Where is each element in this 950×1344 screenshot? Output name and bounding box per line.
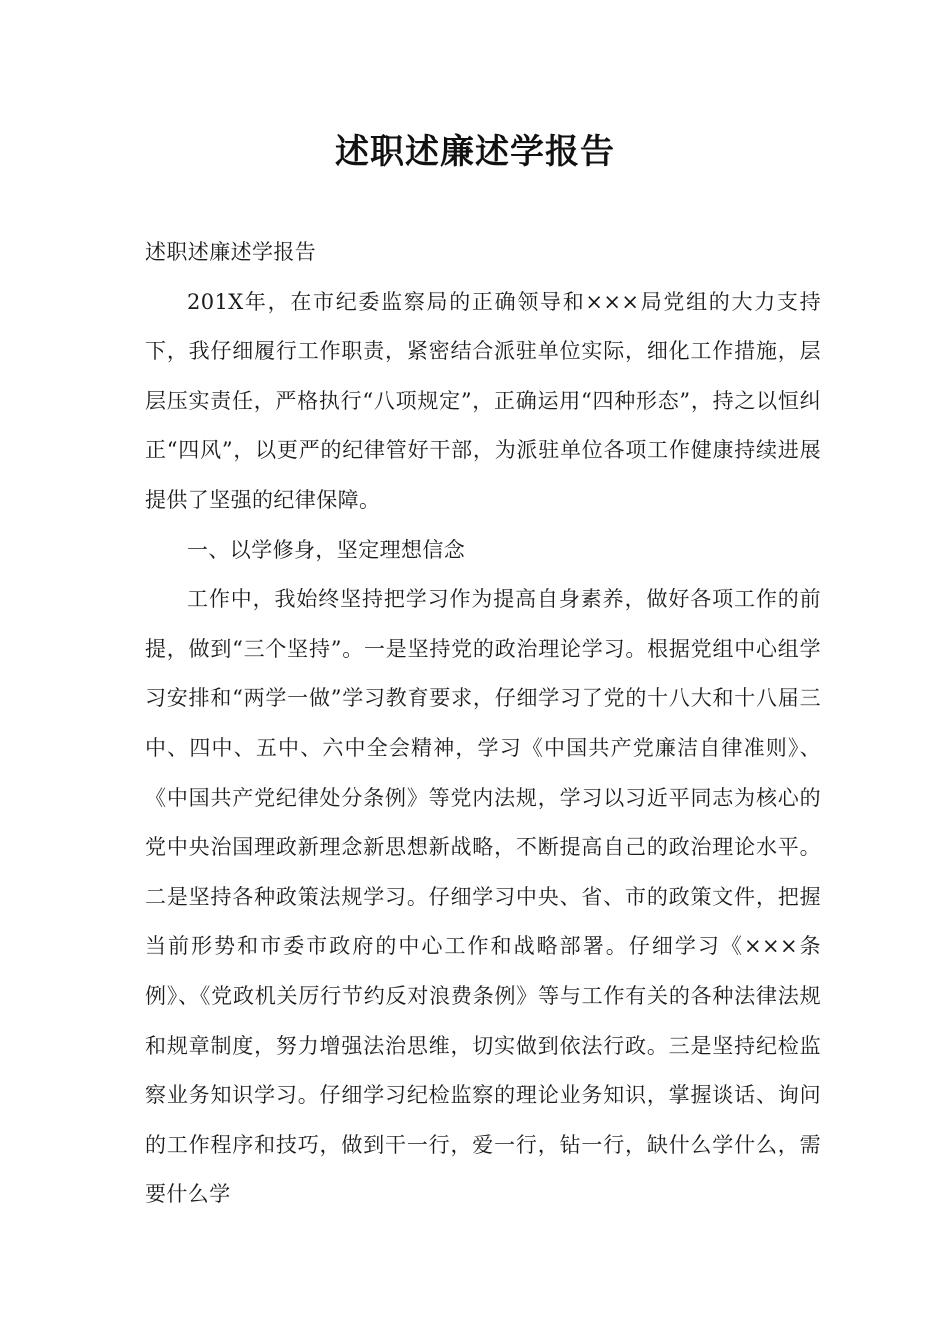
document-title: 述职述廉述学报告 — [335, 132, 615, 172]
document-body — [145, 228, 821, 1220]
section-paragraph: 工作中，我始终坚持把学习作为提高自身素养，做好各项工作的前提，做到“三个坚持”。一是坚持党的政治理论学习。根据党组中心组学习安排和“两学一做”学习教育要求，仔细学习了党的十八大和十八届三中、四中、五中、六中全会精神，学习《中国共产党廉洁自律准则》、《中国共产党纪律处分条例》等党内法规，学习以习近平同志为核心的党中央治国理政新理念新思想新战略，不断提高自己的政治理论水平。二是坚持各种政策法规学习。仔细学习中央、省、市的政策文件，把握当前形势和市委市政府的中心工作和战略部署。仔细学习《×××条例》、《党政机关厉行节约反对浪费条例》等与工作有关的各种法律法规和规章制度，努力增强法治思维，切实做到依法行政。三是坚持纪检监察业务知识学习。仔细学习纪检监察的理论业务知识，掌握谈话、询问的工作程序和技巧，做到干一行，爱一行，钻一行，缺什么学什么，需要什么学 — [145, 587, 821, 1207]
intro-paragraph: 201X年，在市纪委监察局的正确领导和×××局党组的大力支持下，我仔细履行工作职责，紧密结合派驻单位实际，细化工作措施，层层压实责任，严格执行“八项规定”，正确运用“四种形态”，持之以恒纠正“四风”，以更严的纪律管好干部，为派驻单位各项工作健康持续进展提供了坚强的纪律保障。 — [145, 289, 821, 512]
section-heading: 一、以学修身，坚定理想信念 — [187, 537, 466, 562]
subtitle-paragraph: 述职述廉述学报告 — [145, 240, 317, 264]
